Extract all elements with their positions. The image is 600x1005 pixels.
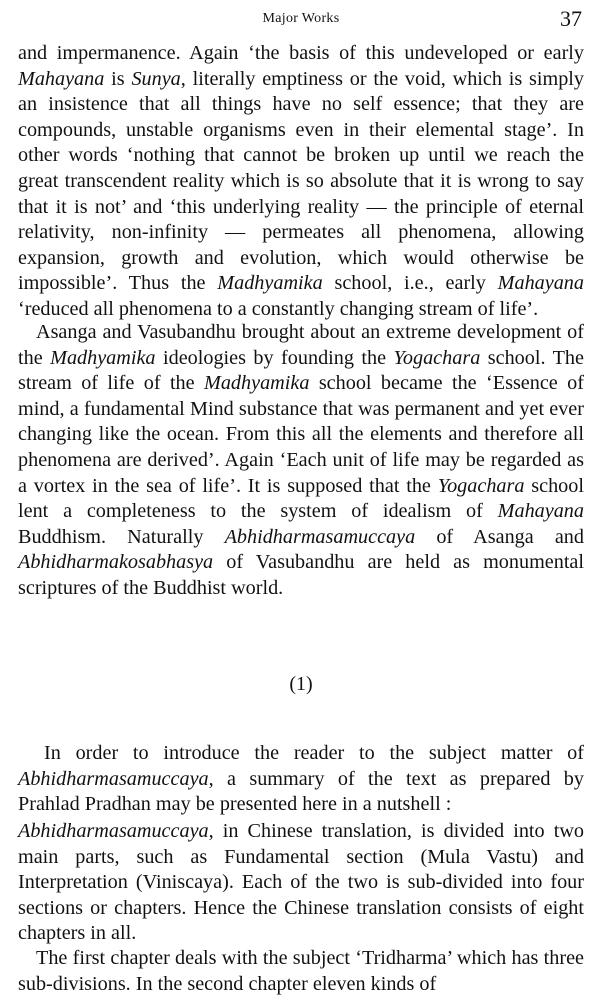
text-run: , a summary of the text as prepared by Prahlad Pradhan may be presented here in a nutshell : [18, 767, 584, 816]
italic-term: Madhyamika [204, 372, 310, 395]
text-run: Buddhism. Naturally [18, 525, 225, 548]
text-run: school lent a completeness to the system of idealism of [18, 474, 584, 523]
italic-term: Mahayana [18, 67, 105, 90]
italic-term: Yogachara [393, 346, 481, 369]
italic-term: Abhidharmakosabhasya [18, 551, 214, 574]
italic-term: Abhidharmasamuccaya [18, 820, 209, 842]
text-run: The first chapter deals with the subject ‘Tridharma’ which has three sub-divisions. In the second chapter eleven kinds of [18, 947, 584, 995]
italic-term: Abhidharmasamuccaya [224, 525, 416, 548]
text-run: ideologies by founding the [155, 346, 394, 369]
book-page [18, 0, 584, 1005]
paragraph [18, 741, 584, 818]
italic-term: Abhidharmasamuccaya [18, 767, 209, 790]
running-head [18, 8, 584, 30]
running-title: Major Works [262, 11, 340, 26]
text-run: school became the ‘Essence of mind, a fundamental Mind substance that was permanent and yet ever changing like the ocean. From this all the elements and therefore all phenomena are derived’. Again ‘Each unit of life may be regarded as a vortex in the sea of life’. It is supposed that the [18, 372, 584, 497]
text-run: is [104, 67, 132, 90]
text-run: school. The stream of life of the [18, 346, 584, 395]
text-run: , literally emptiness or the void, which is simply an insistence that all things have no self essence; that they are compounds, unstable organisms even in their elemental stage’. In other words ‘nothing that cannot be broken up until we reach the great transcendent reality which is so absolute that it is wrong to say that it is not’ and ‘this underlying reality — the principle of eternal relativity, non-infinity — permeates all phenomena, allowing expansion, growth and evolution, which would otherwise be impossible’. Thus the [18, 67, 585, 295]
italic-term: Mahayana [497, 272, 584, 295]
paragraph [18, 946, 584, 997]
text-run: of Vasubandhu are held as monumental scriptures of the Buddhist world. [18, 551, 584, 599]
italic-term: Madhyamika [217, 272, 323, 295]
italic-term: Madhyamika [50, 346, 156, 369]
section-number: (1) [289, 673, 313, 695]
text-run: and impermanence. Again ‘the basis of this undeveloped or early [18, 42, 584, 64]
text-run: school, i.e., early [322, 272, 498, 295]
italic-term: Sunya [131, 67, 181, 90]
text-run: Asanga and Vasubandhu brought about an extreme development of the [18, 321, 584, 369]
paragraph [18, 819, 584, 947]
paragraph [18, 41, 584, 323]
italic-term: Yogachara [437, 474, 525, 497]
text-run: ‘reduced all phenomena to a constantly changing stream of life’. [18, 297, 539, 320]
page-number: 37 [560, 6, 582, 31]
text-run: of Asanga and [415, 525, 584, 548]
text-run: , in Chinese translation, is divided into two main parts, such as Fundamental section (Mula Vastu) and Interpretation (Viniscaya). Each of the two is sub-divided into four sections or chapters. Hence the Chinese translation consists of eight chapters in all. [18, 820, 584, 945]
text-run: In order to introduce the reader to the subject matter of [44, 742, 584, 764]
paragraph [18, 320, 584, 602]
italic-term: Mahayana [497, 500, 584, 523]
